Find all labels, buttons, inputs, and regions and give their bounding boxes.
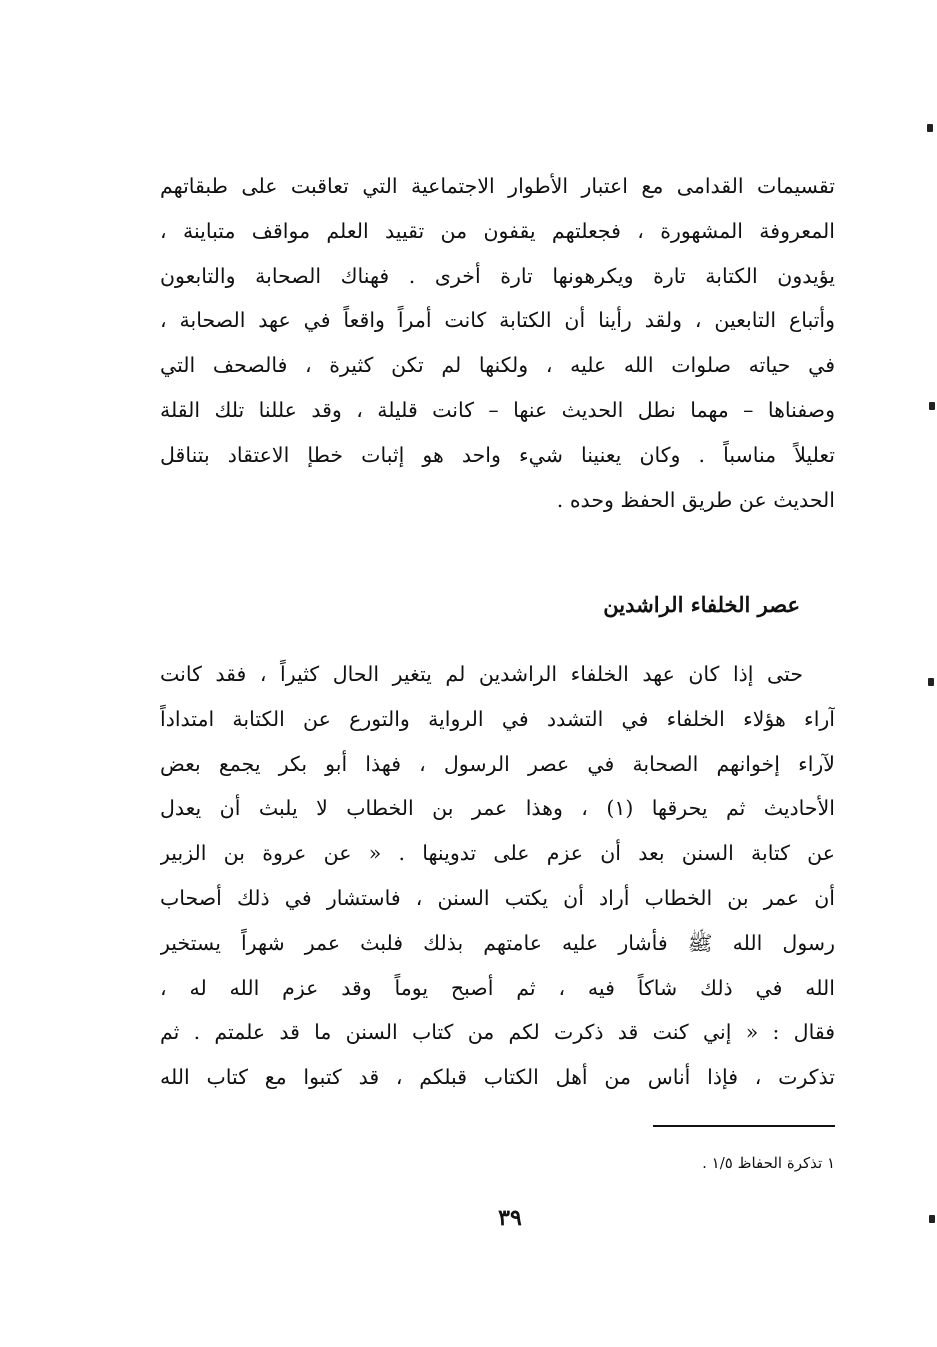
footnote-divider bbox=[653, 1125, 835, 1127]
paragraph-line: الله في ذلك شاكاً فيه ، ثم أصبح يوماً وقد عزم الله له ، bbox=[160, 975, 835, 1000]
paragraph-line: وصفناها – مهما نطل الحديث عنها – كانت قليلة ، وقد عللنا تلك القلة bbox=[160, 397, 835, 422]
paragraph-line: آراء هؤلاء الخلفاء في التشدد في الرواية والتورع عن الكتابة امتداداً bbox=[160, 706, 835, 731]
paragraph-1 bbox=[160, 164, 835, 522]
paragraph-line: لآراء إخوانهم الصحابة في عصر الرسول ، فهذا أبو بكر يجمع بعض bbox=[160, 751, 835, 776]
paragraph-line: الأحاديث ثم يحرقها (١) ، وهذا عمر بن الخطاب لا يلبث أن يعدل bbox=[160, 796, 835, 821]
scan-edge-mark bbox=[929, 402, 935, 410]
paragraph-line: المعروفة المشهورة ، فجعلتهم يقفون من تقييد العلم مواقف متباينة ، bbox=[160, 218, 835, 243]
paragraph-line: تعليلاً مناسباً . وكان يعنينا شيء واحد هو إثبات خطإ الاعتقاد بتناقل bbox=[160, 442, 835, 467]
paragraph-line: تقسيمات القدامى مع اعتبار الأطوار الاجتماعية التي تعاقبت على طبقاتهم bbox=[160, 174, 835, 198]
paragraph-line: يؤيدون الكتابة تارة ويكرهونها تارة أخرى . فهناك الصحابة والتابعون bbox=[160, 263, 835, 288]
paragraph-line: فقال : « إني كنت قد ذكرت لكم من كتاب السنن ما قد علمتم . ثم bbox=[160, 1020, 835, 1045]
paragraph-line: حتى إذا كان عهد الخلفاء الراشدين لم يتغير الحال كثيراً ، فقد كانت bbox=[160, 662, 803, 686]
paragraph-line: وأتباع التابعين ، ولقد رأينا أن الكتابة كانت أمراً واقعاً في عهد الصحابة ، bbox=[160, 308, 835, 333]
page-number: ٣٩ bbox=[498, 1205, 522, 1231]
paragraph-line: رسول الله ﷺ فأشار عليه عامتهم بذلك فلبث عمر شهراً يستخير bbox=[160, 930, 835, 955]
paragraph-line: عن كتابة السنن بعد أن عزم على تدوينها . « عن عروة بن الزبير bbox=[160, 841, 835, 866]
paragraph-line: في حياته صلوات الله عليه ، ولكنها لم تكن كثيرة ، فالصحف التي bbox=[160, 353, 835, 378]
paragraph-line: الحديث عن طريق الحفظ وحده . bbox=[556, 487, 835, 512]
paragraph-line: تذكرت ، فإذا أناس من أهل الكتاب قبلكم ، قد كتبوا مع كتاب الله bbox=[160, 1065, 835, 1090]
section-heading: عصر الخلفاء الراشدين bbox=[603, 592, 800, 617]
scan-edge-mark bbox=[927, 124, 933, 132]
paragraph-2 bbox=[160, 652, 835, 1100]
scan-edge-mark bbox=[929, 1215, 935, 1223]
paragraph-line: أن عمر بن الخطاب أراد أن يكتب السنن ، فاستشار في ذلك أصحاب bbox=[160, 885, 835, 910]
scan-edge-mark bbox=[928, 678, 934, 686]
footnote: ١ تذكرة الحفاظ ١/٥ . bbox=[702, 1154, 835, 1172]
